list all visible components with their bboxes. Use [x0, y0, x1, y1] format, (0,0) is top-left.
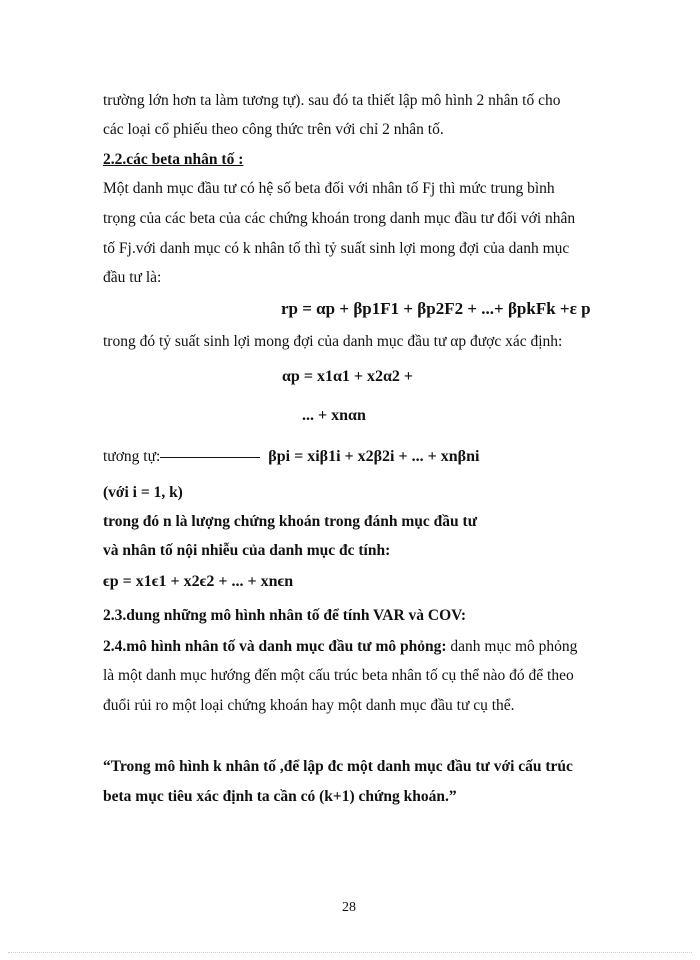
section-2-4-line: [103, 638, 577, 656]
paragraph-line: và nhân tố nội nhiễu của danh mục đc tính:: [103, 542, 391, 559]
paragraph-line: trong đó tỷ suất sinh lợi mong đợi của danh mục đầu tư αp được xác định:: [103, 333, 563, 350]
index-note: (với i = 1, k): [103, 484, 183, 501]
section-heading-2-4: 2.4.mô hình nhân tố và danh mục đầu tư mô phỏng:: [103, 638, 447, 655]
paragraph-line: là một danh mục hướng đến một cấu trúc beta nhân tố cụ thể nào đó để theo: [103, 667, 574, 684]
paragraph-line: đuổi rủi ro một loại chứng khoán hay một danh mục đầu tư cụ thể.: [103, 697, 515, 714]
formula-epsilon: ϵp = x1ϵ1 + x2ϵ2 + ... + xnϵn: [103, 573, 294, 590]
page-number: 28: [342, 900, 356, 915]
paragraph-line: tố Fj.với danh mục có k nhân tố thì tỷ suất sinh lợi mong đợi của danh mục: [103, 240, 570, 257]
formula-alpha-continued: ... + xnαn: [302, 407, 366, 424]
formula-portfolio-return: rp = αp + βp1F1 + βp2F2 + ...+ βpkFk +ε p: [281, 299, 591, 318]
section-heading-2-2: 2.2.các beta nhân tố :: [103, 151, 244, 168]
blank-underline: [160, 456, 260, 458]
beta-intro: tương tự:: [103, 448, 161, 465]
paragraph-line: trọng của các beta của các chứng khoán trong danh mục đầu tư đối với nhân: [103, 210, 576, 227]
paragraph-line: trường lớn hơn ta làm tương tự). sau đó ta thiết lập mô hình 2 nhân tố cho: [103, 92, 561, 109]
paragraph-line: đầu tư là:: [103, 269, 162, 286]
formula-beta: βpi = xiβ1i + x2β2i + ... + xnβni: [268, 448, 480, 465]
paragraph-line: Một danh mục đầu tư có hệ số beta đối với nhân tố Fj thì mức trung bình: [103, 180, 555, 197]
page-bottom-border: [8, 952, 692, 953]
section-2-4-text: danh mục mô phỏng: [446, 638, 578, 655]
beta-line: [103, 448, 479, 466]
paragraph-line: các loại cổ phiếu theo công thức trên với chỉ 2 nhân tố.: [103, 121, 444, 138]
quote-line: beta mục tiêu xác định ta cần có (k+1) chứng khoán.”: [103, 788, 457, 805]
formula-alpha: αp = x1α1 + x2α2 +: [282, 368, 414, 385]
quote-line: “Trong mô hình k nhân tố ,để lập đc một danh mục đầu tư với cấu trúc: [103, 758, 573, 775]
paragraph-line: trong đó n là lượng chứng khoán trong đánh mục đầu tư: [103, 513, 478, 530]
section-heading-2-3: 2.3.dung những mô hình nhân tố để tính VAR và COV:: [103, 607, 467, 624]
